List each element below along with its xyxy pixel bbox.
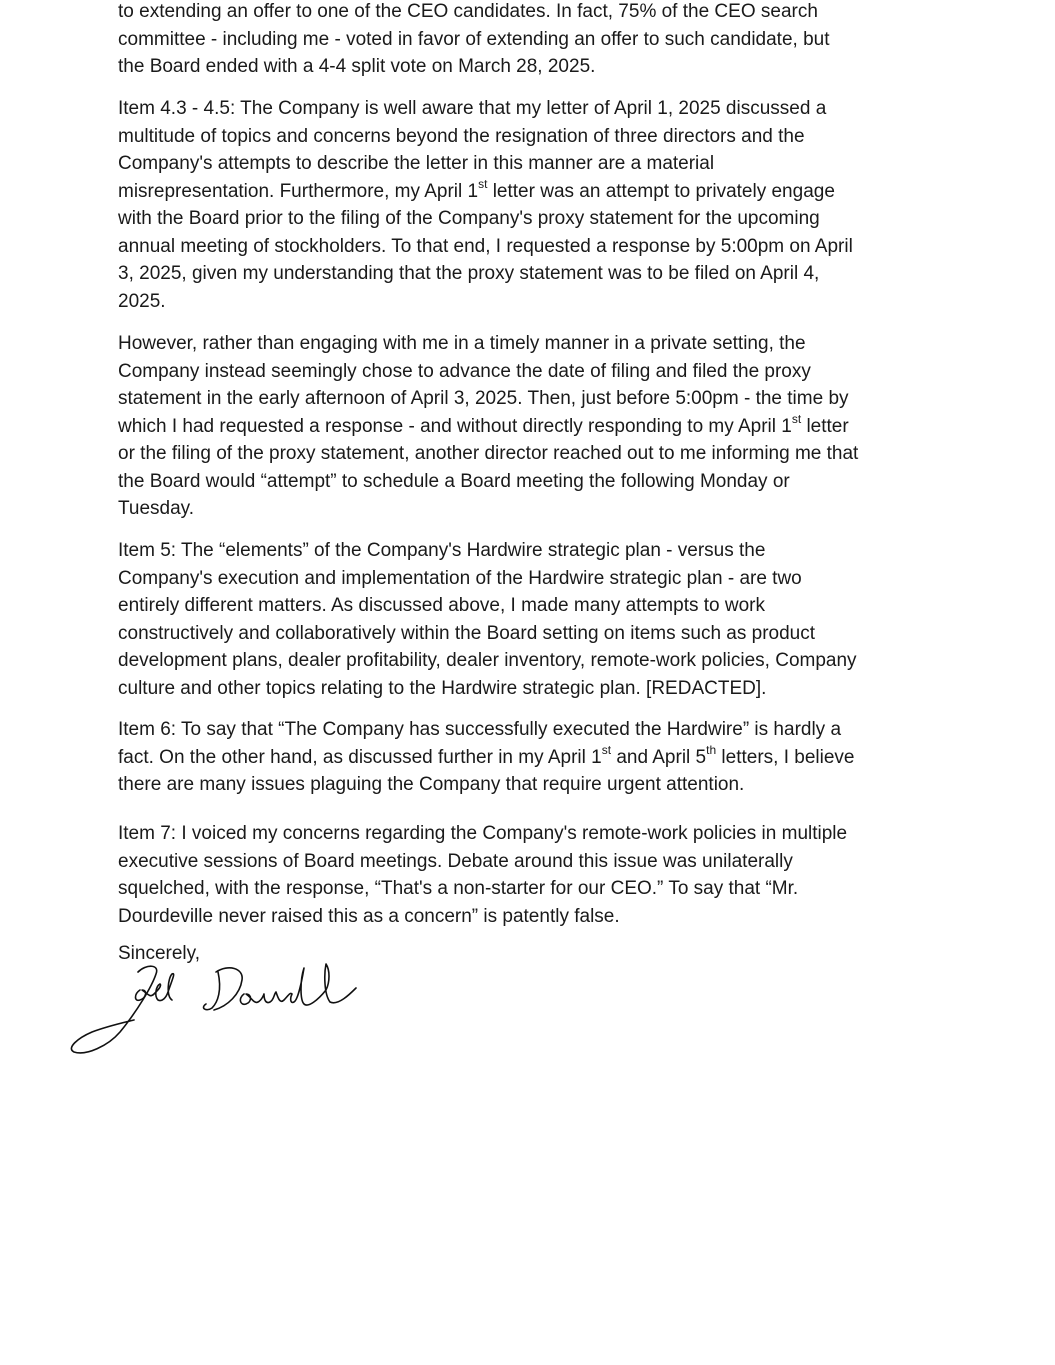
handwritten-signature: [68, 950, 358, 1060]
ordinal-suffix: th: [706, 743, 717, 758]
paragraph-item-6: [118, 716, 938, 799]
paragraph-item-4-text-b: letter was an attempt to privately engage with the Board prior to the filing of the Company's proxy statement for the upcoming annual meeting of stockholders. To that end, I requested a response by 5:00pm on April 3, 2025, given my understanding that the proxy statement was to be filed on April 4, 2025.: [118, 180, 853, 312]
paragraph-item-6-text-b: and April 5: [611, 746, 707, 768]
paragraph-item-7: Item 7: I voiced my concerns regarding the Company's remote-work policies in multiple executive sessions of Board meetings. Debate around this issue was unilaterally squelched, with the response, “That's a non-starter for our CEO.” To say that “Mr. Dourdeville never raised this as a concern” is patently false.: [118, 823, 848, 927]
closing-salutation: Sincerely,: [118, 943, 201, 964]
paragraph-proxy-filing: [118, 330, 938, 523]
ordinal-suffix: st: [791, 412, 802, 427]
paragraph-item-4-text-a: Item 4.3 - 4.5: The Company is well aware that my letter of April 1, 2025 discussed a multitude of topics and concerns beyond the resignation of three directors and the Company's attempts to describe the letter in this manner are a material misrepresentation. Furthermore, my April 1: [118, 98, 827, 202]
paragraph-ceo-search: to extending an offer to one of the CEO candidates. In fact, 75% of the CEO search committee - including me - voted in favor of extending an offer to such candidate, but the Board ended with a 4-4 split vote on March 28, 2025.: [118, 1, 830, 77]
paragraph-item-4: [118, 95, 938, 315]
paragraph-item-6-text-c: letters, I believe there are many issues plaguing the Company that require urgent attention.: [118, 746, 855, 795]
paragraph-item-5: Item 5: The “elements” of the Company's Hardwire strategic plan - versus the Company's execution and implementation of the Hardwire strategic plan - are two entirely different matters. As discussed above, I made many attempts to work constructively and collaboratively within the Board setting on items such as product development plans, dealer profitability, dealer inventory, remote-work policies, Company culture and other topics relating to the Hardwire strategic plan. [REDACTED].: [118, 540, 857, 699]
paragraph-proxy-filing-text-a: However, rather than engaging with me in a timely manner in a private setting, the Company instead seemingly chose to advance the date of filing and filed the proxy statement in the early afternoon of April 3, 2025. Then, just before 5:00pm - the time by which I had requested a response - and without directly responding to my April 1: [118, 333, 849, 437]
paragraph-item-6-text-a: Item 6: To say that “The Company has successfully executed the Hardwire” is hardly a fact. On the other hand, as discussed further in my April 1: [118, 719, 842, 768]
ordinal-suffix: st: [478, 177, 488, 192]
paragraph-proxy-filing-text-b: letter or the filing of the proxy statement, another director reached out to me informing me that the Board would “attempt” to schedule a Board meeting the following Monday or Tuesday.: [118, 415, 859, 519]
ordinal-suffix: st: [601, 743, 612, 758]
